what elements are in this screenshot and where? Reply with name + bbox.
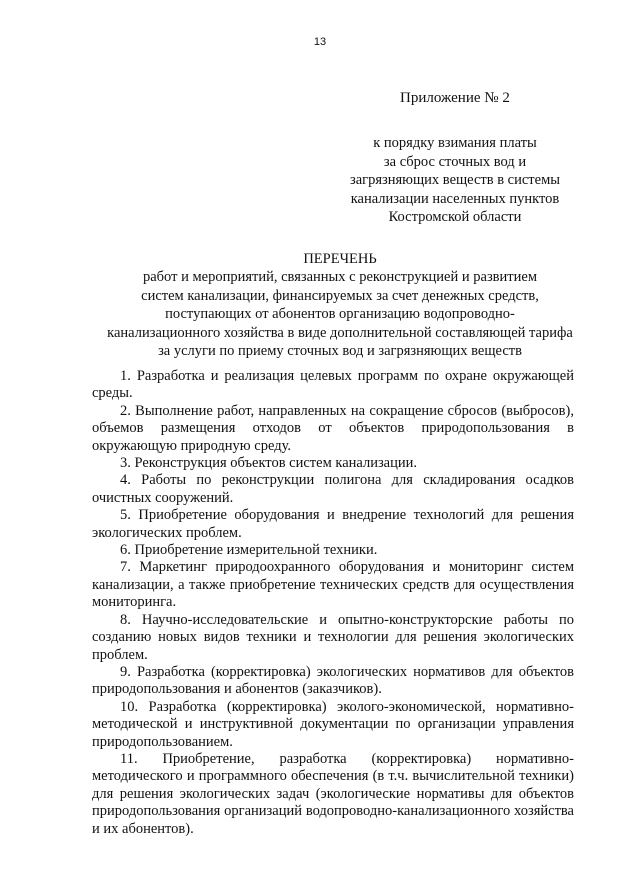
appendix-line: канализации населенных пунктов xyxy=(350,190,560,207)
list-subtitle xyxy=(90,268,590,361)
list-item: 5. Приобретение оборудования и внедрение технологий для решения экологических проблем. xyxy=(92,507,574,541)
list-title: ПЕРЕЧЕНЬ xyxy=(303,251,377,267)
list-item: 2. Выполнение работ, направленных на сокращение сбросов (выбросов), объемов размещения отходов от объектов природопользования в окружающую природную среду. xyxy=(92,402,574,454)
appendix-line: загрязняющих веществ в системы xyxy=(349,172,561,188)
page-number: 13 xyxy=(313,36,327,48)
appendix-reference xyxy=(330,134,580,227)
list-item: 11. Приобретение, разработка (корректировка) нормативно-методического и программного обеспечения (в т.ч. вычислительной техники) для решения экологических задач (экологические нормативы для объектов природопользования организаций водопроводно-канализационного хозяйства и их абонентов). xyxy=(92,750,574,837)
subtitle-line: за услуги по приему сточных вод и загрязняющих веществ xyxy=(158,343,522,359)
work-items-list xyxy=(92,368,574,838)
subtitle-line: систем канализации, финансируемых за счет денежных средств, xyxy=(141,287,539,304)
list-item: 10. Разработка (корректировка) эколого-экономической, нормативно-методической и инструктивной документации по организации управления природопользованием. xyxy=(92,698,574,750)
appendix-line: за сброс сточных вод и xyxy=(383,153,527,170)
list-item: 1. Разработка и реализация целевых программ по охране окружающей среды. xyxy=(92,368,574,402)
appendix-line: к порядку взимания платы xyxy=(373,135,537,151)
list-item: 9. Разработка (корректировка) экологических нормативов для объектов природопользования и абонентов (заказчиков). xyxy=(92,663,574,698)
appendix-line: Костромской области xyxy=(388,209,522,225)
subtitle-line: поступающих от абонентов организацию водопроводно- xyxy=(165,306,515,322)
subtitle-line: работ и мероприятий, связанных с реконструкцией и развитием xyxy=(142,269,537,285)
list-item: 6. Приобретение измерительной техники. xyxy=(120,542,378,559)
subtitle-line: канализационного хозяйства в виде дополнительной составляющей тарифа xyxy=(107,324,573,341)
list-item: 8. Научно-исследовательские и опытно-конструкторские работы по созданию новых видов техники и технологии для решения экологических проблем. xyxy=(92,611,574,663)
list-item: 3. Реконструкция объектов систем канализации. xyxy=(120,455,418,472)
list-item: 7. Маркетинг природоохранного оборудования и мониторинг систем канализации, а также приобретение технических средств для осуществления мониторинга. xyxy=(92,559,574,611)
list-item: 4. Работы по реконструкции полигона для складирования осадков очистных сооружений. xyxy=(92,472,574,506)
appendix-title: Приложение № 2 xyxy=(400,90,510,106)
